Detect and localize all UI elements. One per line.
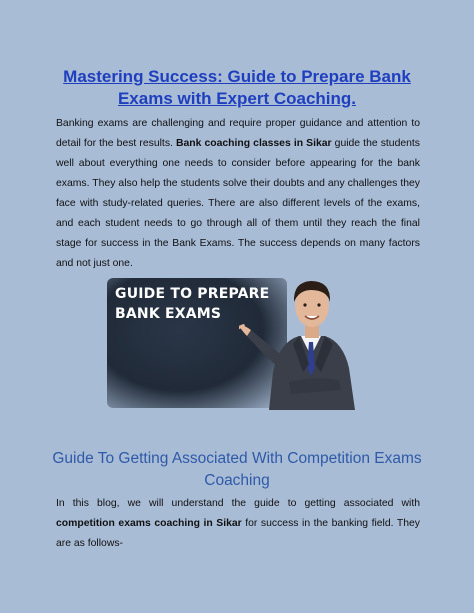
intro-bold-keyword: Bank coaching classes in Sikar — [175, 138, 332, 149]
section-paragraph — [56, 494, 420, 554]
section-heading: Guide To Getting Associated With Competition Exams Coaching — [52, 450, 422, 489]
section-text-1: In this blog, we will understand the guide to getting associated with — [56, 498, 420, 509]
businessman-pointing-image — [239, 272, 359, 410]
banner-line-2: BANK EXAMS — [115, 306, 222, 322]
section-text-2: for success in the banking field. They are as follows- — [56, 518, 420, 549]
document-title-link[interactable]: Mastering Success: Guide to Prepare Bank Exams with Expert Coaching. — [63, 67, 411, 108]
intro-text-1: Banking exams are challenging and require proper guidance and attention to detail for the best results. — [56, 118, 420, 149]
banner-image — [97, 272, 359, 410]
intro-text-2: guide the students well about everything one needs to consider before appearing for the bank exams. They also help the students solve their doubts and any challenges they face with study-related queries. There are also different levels of the exams, and each student needs to go through all of them until they reach the final stage for success in the Bank Exams. The success depends on many factors and not just one. — [56, 138, 420, 269]
section-bold-keyword: competition exams coaching in Sikar — [56, 518, 242, 529]
intro-paragraph — [56, 114, 420, 274]
banner-line-1: GUIDE TO PREPARE — [115, 286, 270, 302]
